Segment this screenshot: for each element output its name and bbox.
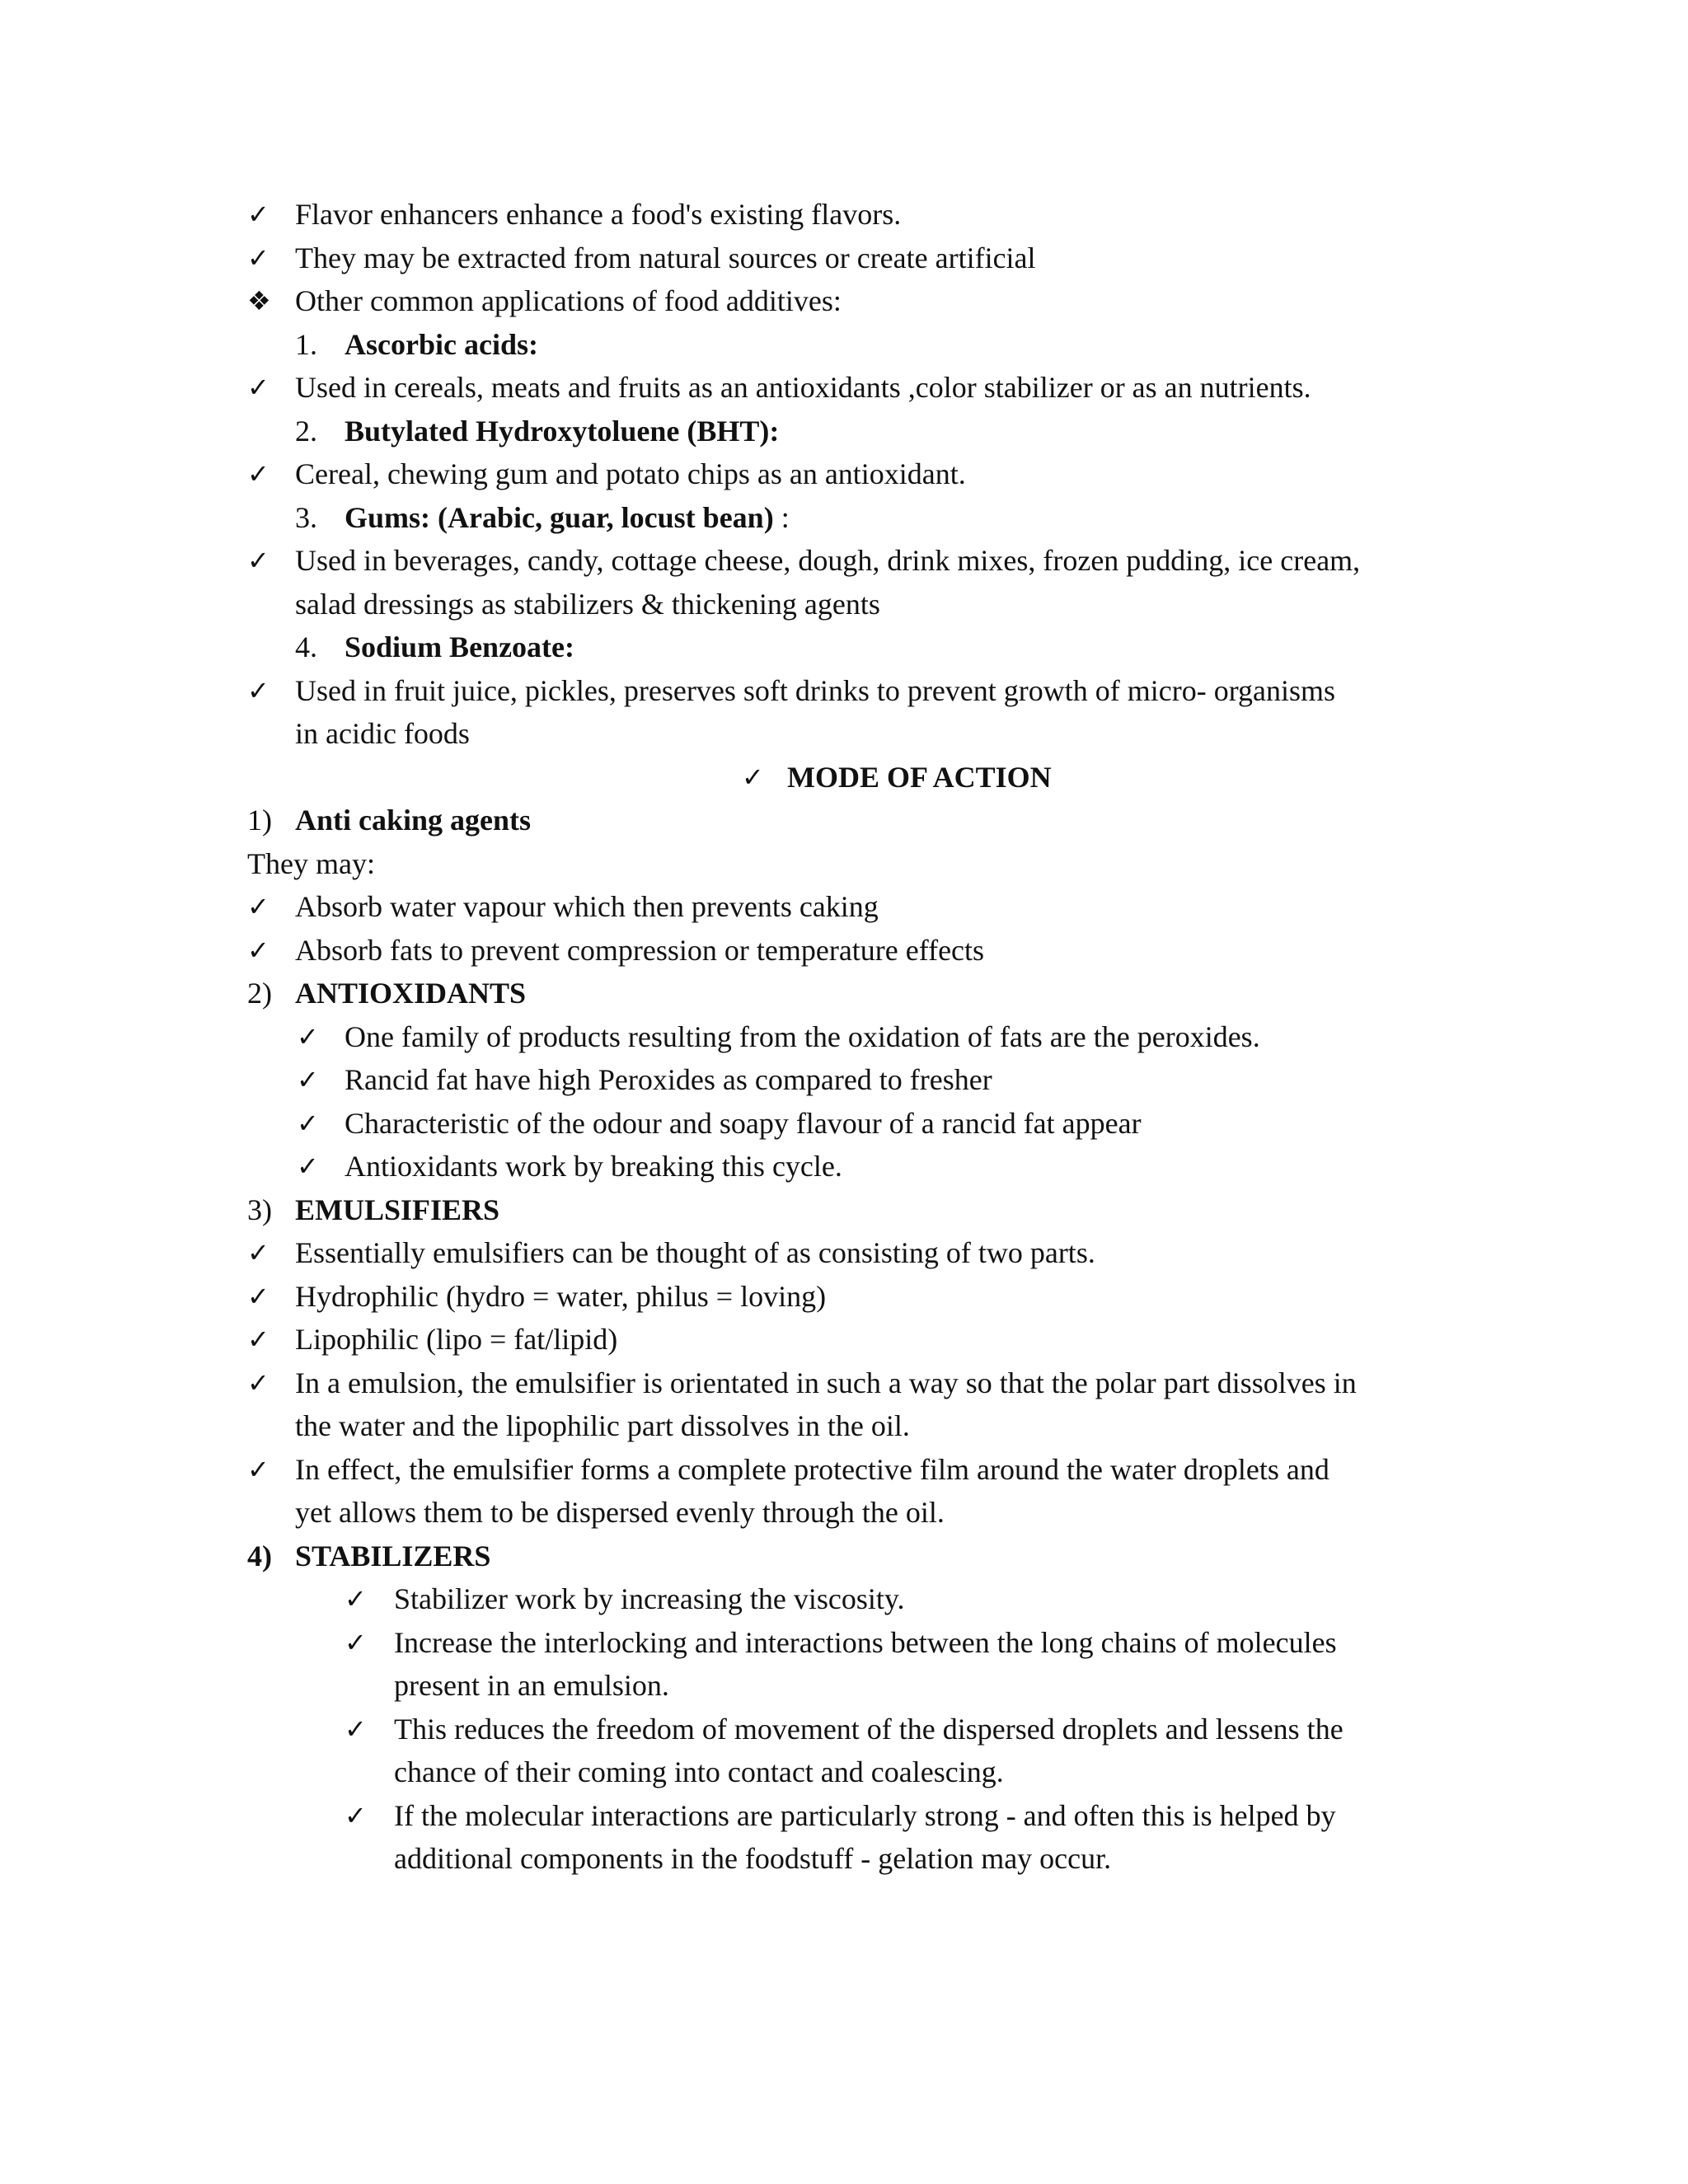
body-text <box>295 1404 910 1448</box>
body-text <box>295 1491 945 1535</box>
check-bullet-icon: ✓ <box>247 458 270 490</box>
line-text: chance of their coming into contact and coalescing. <box>394 1755 1004 1788</box>
text-line <box>247 237 1484 280</box>
body-text <box>345 1058 992 1102</box>
line-suffix: : <box>773 500 790 534</box>
text-line <box>247 842 1484 886</box>
text-line <box>247 1708 1484 1751</box>
heading-text <box>345 496 790 540</box>
body-text <box>394 1577 905 1621</box>
list-number: 2) <box>247 977 272 1010</box>
check-bullet-icon: ✓ <box>297 1107 319 1139</box>
text-line <box>247 669 1484 713</box>
list-number: 1. <box>295 327 317 361</box>
list-number: 1) <box>247 804 272 837</box>
text-line <box>247 1231 1484 1275</box>
diamond-bullet-icon: ❖ <box>247 285 271 316</box>
body-text <box>345 1102 1142 1146</box>
check-bullet-icon: ✓ <box>247 1366 270 1399</box>
line-text: Increase the interlocking and interactions between the long chains of molecules <box>394 1625 1337 1659</box>
body-text <box>295 669 1335 713</box>
text-line <box>247 366 1484 410</box>
check-bullet-icon: ✓ <box>345 1799 367 1831</box>
heading-text <box>345 626 574 669</box>
heading-label: Butylated Hydroxytoluene (BHT): <box>345 414 780 448</box>
line-text: Used in beverages, candy, cottage cheese, dough, drink mixes, frozen pudding, ice cream, <box>295 544 1361 577</box>
check-bullet-icon: ✓ <box>247 545 270 576</box>
text-line <box>247 1015 1484 1059</box>
text-line <box>247 929 1484 972</box>
check-bullet-icon: ✓ <box>247 199 270 230</box>
text-line <box>247 885 1484 929</box>
heading-label: STABILIZERS <box>295 1539 491 1572</box>
line-text: Flavor enhancers enhance a food's existing flavors. <box>295 198 902 231</box>
text-line <box>247 1621 1484 1665</box>
text-line <box>247 1535 1484 1578</box>
check-bullet-icon: ✓ <box>742 761 764 793</box>
text-line <box>247 279 1484 323</box>
body-text <box>295 1361 1357 1405</box>
check-bullet-icon: ✓ <box>247 372 270 403</box>
heading-label: MODE OF ACTION <box>787 760 1052 794</box>
line-text: salad dressings as stabilizers & thickening agents <box>295 587 880 621</box>
line-text: Absorb water vapour which then prevents caking <box>295 890 879 923</box>
line-text: additional components in the foodstuff - gelation may occur. <box>394 1842 1112 1875</box>
line-text: One family of products resulting from the oxidation of fats are the peroxides. <box>345 1019 1260 1053</box>
check-bullet-icon: ✓ <box>297 1020 319 1052</box>
text-line <box>247 410 1484 453</box>
body-text <box>394 1664 669 1708</box>
body-text <box>394 1837 1111 1881</box>
text-line <box>247 1664 1484 1708</box>
check-bullet-icon: ✓ <box>297 1151 319 1182</box>
text-line <box>247 193 1484 237</box>
list-number: 2. <box>295 414 317 448</box>
text-line <box>247 1577 1484 1621</box>
text-line <box>247 583 1484 626</box>
heading-text <box>295 972 526 1015</box>
text-line <box>247 323 1484 367</box>
heading-text <box>787 756 1052 799</box>
text-line <box>247 1058 1484 1102</box>
text-line <box>247 1794 1484 1838</box>
text-line <box>247 1491 1484 1535</box>
line-text: If the molecular interactions are particularly strong - and often this is helped by <box>394 1798 1336 1832</box>
body-text <box>295 929 984 972</box>
heading-label: ANTIOXIDANTS <box>295 977 527 1010</box>
body-text <box>295 193 901 237</box>
heading-label: EMULSIFIERS <box>295 1193 500 1226</box>
check-bullet-icon: ✓ <box>247 1237 270 1268</box>
check-bullet-icon: ✓ <box>345 1583 367 1615</box>
body-text <box>295 1231 1095 1275</box>
list-number: 4. <box>295 630 317 663</box>
check-bullet-icon: ✓ <box>297 1064 319 1095</box>
body-text <box>295 1448 1329 1492</box>
line-text: present in an emulsion. <box>394 1669 669 1702</box>
list-number: 4) <box>247 1539 272 1572</box>
line-text: They may be extracted from natural sources or create artificial <box>295 241 1036 274</box>
line-text: In effect, the emulsifier forms a complete protective film around the water droplets and <box>295 1452 1329 1486</box>
line-text: Rancid fat have high Peroxides as compared to fresher <box>345 1063 992 1096</box>
line-text: the water and the lipophilic part dissolves in the oil. <box>295 1409 910 1442</box>
text-line <box>247 452 1484 496</box>
line-text: Hydrophilic (hydro = water, philus = loving) <box>295 1279 827 1313</box>
text-line <box>247 1145 1484 1188</box>
text-line <box>247 1318 1484 1361</box>
heading-text <box>295 1188 499 1232</box>
text-line <box>247 626 1484 669</box>
body-text <box>295 539 1360 583</box>
body-text <box>345 1015 1260 1059</box>
line-text: Absorb fats to prevent compression or temperature effects <box>295 933 985 967</box>
body-text <box>394 1794 1336 1838</box>
body-text <box>394 1750 1004 1794</box>
check-bullet-icon: ✓ <box>247 1324 270 1355</box>
list-number: 3. <box>295 500 317 534</box>
heading-text <box>295 799 531 842</box>
body-text <box>295 583 880 626</box>
text-line <box>247 1750 1484 1794</box>
text-line <box>247 712 1484 756</box>
check-bullet-icon: ✓ <box>345 1626 367 1658</box>
check-bullet-icon: ✓ <box>247 241 270 274</box>
body-text <box>295 279 842 323</box>
text-line <box>247 1361 1484 1405</box>
text-line <box>247 756 1484 799</box>
line-text: They may: <box>247 846 375 880</box>
text-line <box>247 799 1484 842</box>
text-line <box>247 1102 1484 1146</box>
heading-label: Gums: (Arabic, guar, locust bean) <box>345 500 774 534</box>
check-bullet-icon: ✓ <box>345 1713 367 1745</box>
text-line <box>247 972 1484 1015</box>
text-line <box>247 1404 1484 1448</box>
heading-label: Anti caking agents <box>295 804 532 837</box>
document-body <box>247 193 1484 1881</box>
text-line <box>247 496 1484 540</box>
body-text <box>295 885 879 929</box>
line-text: Used in fruit juice, pickles, preserves soft drinks to prevent growth of micro- organisms <box>295 673 1336 707</box>
check-bullet-icon: ✓ <box>247 891 270 922</box>
list-number: 3) <box>247 1193 272 1226</box>
check-bullet-icon: ✓ <box>247 934 270 966</box>
body-text <box>295 452 966 496</box>
line-text: Lipophilic (lipo = fat/lipid) <box>295 1323 618 1356</box>
heading-text <box>345 410 779 453</box>
line-text: Characteristic of the odour and soapy flavour of a rancid fat appear <box>345 1106 1142 1140</box>
check-bullet-icon: ✓ <box>247 674 270 706</box>
line-text: This reduces the freedom of movement of the dispersed droplets and lessens the <box>394 1712 1343 1746</box>
line-text: Used in cereals, meats and fruits as an antioxidants ,color stabilizer or as an nutrients. <box>295 371 1311 404</box>
check-bullet-icon: ✓ <box>247 1280 270 1312</box>
text-line <box>247 1275 1484 1319</box>
body-text <box>295 712 470 756</box>
body-text <box>247 842 375 886</box>
check-bullet-icon: ✓ <box>247 1453 270 1485</box>
body-text <box>394 1708 1343 1751</box>
text-line <box>247 539 1484 583</box>
heading-text <box>295 1535 490 1578</box>
body-text <box>295 1275 826 1319</box>
line-text: in acidic foods <box>295 717 470 750</box>
heading-label: Ascorbic acids: <box>345 327 538 361</box>
body-text <box>345 1145 842 1188</box>
line-text: Other common applications of food additives: <box>295 284 842 317</box>
line-text: In a emulsion, the emulsifier is orientated in such a way so that the polar part dissolves in <box>295 1366 1357 1399</box>
line-text: Essentially emulsifiers can be thought of as consisting of two parts. <box>295 1236 1095 1269</box>
body-text <box>295 1318 617 1361</box>
text-line <box>247 1188 1484 1232</box>
text-line <box>247 1837 1484 1881</box>
line-text: Antioxidants work by breaking this cycle. <box>345 1150 842 1183</box>
heading-label: Sodium Benzoate: <box>345 630 574 663</box>
line-text: Stabilizer work by increasing the viscosity. <box>394 1582 905 1615</box>
body-text <box>295 366 1311 410</box>
body-text <box>295 237 1036 280</box>
text-line <box>247 1448 1484 1492</box>
body-text <box>394 1621 1337 1665</box>
line-text: yet allows them to be dispersed evenly through the oil. <box>295 1496 945 1529</box>
line-text: Cereal, chewing gum and potato chips as an antioxidant. <box>295 457 966 490</box>
heading-text <box>345 323 538 367</box>
